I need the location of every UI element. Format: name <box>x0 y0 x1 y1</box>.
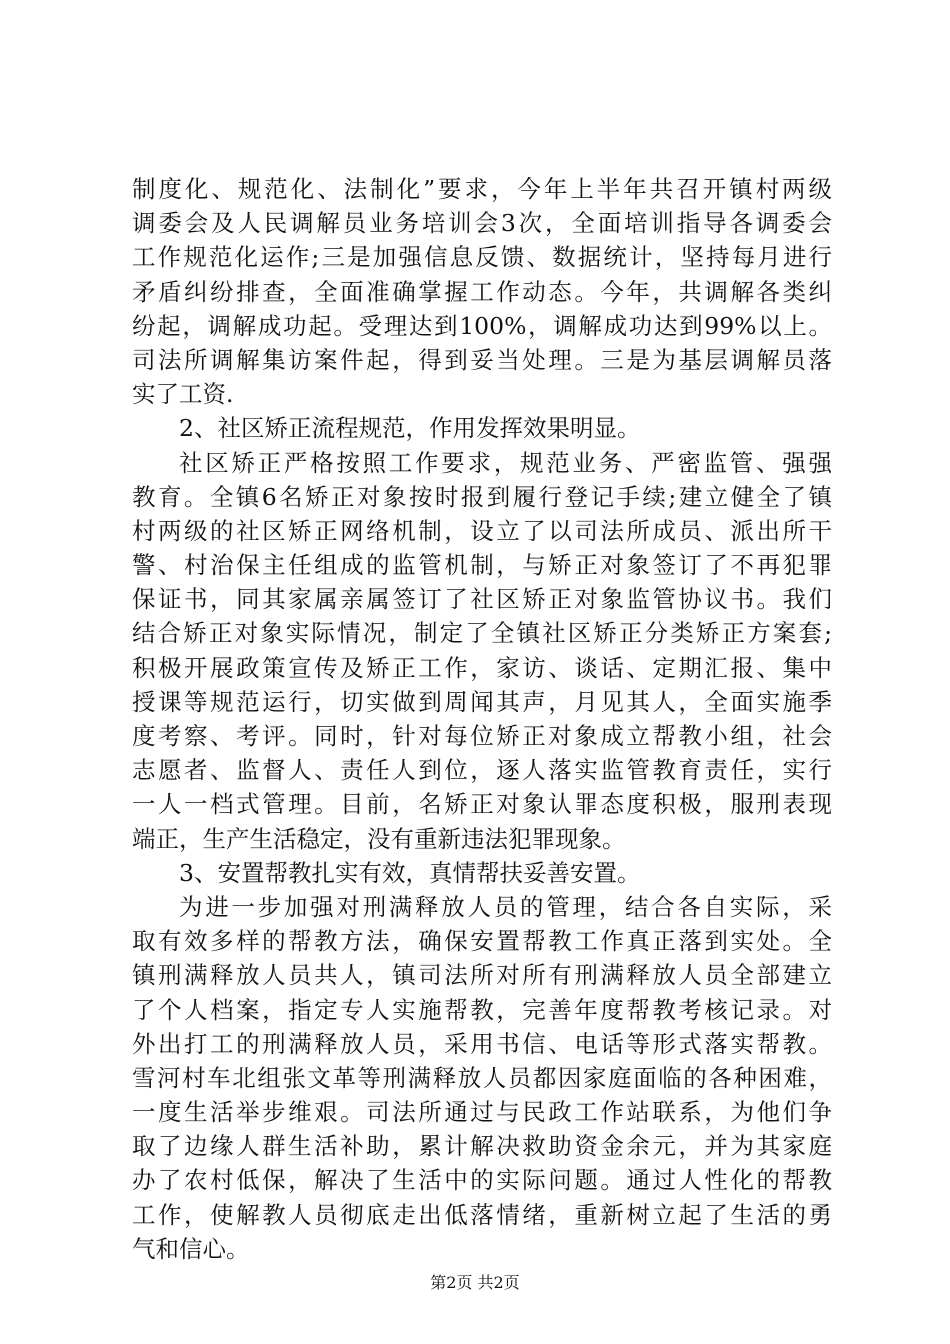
text-line: 气和信心。 <box>132 1234 250 1263</box>
text-line: 警、村治保主任组成的监管机制，与矫正对象签订了不再犯罪 <box>132 551 832 580</box>
text-line: 工作规范化运作;三是加强信息反馈、数据统计，坚持每月进行 <box>132 243 832 272</box>
page-footer: 第2页 共2页 <box>430 1273 520 1292</box>
section-heading: 2、社区矫正流程规范，作用发挥效果明显。 <box>179 414 641 443</box>
text-line: 一度生活举步维艰。司法所通过与民政工作站联系，为他们争 <box>132 1098 832 1127</box>
text-line: 司法所调解集访案件起，得到妥当处理。三是为基层调解员落 <box>132 345 832 374</box>
text-line: 工作，使解教人员彻底走出低落情绪，重新树立起了生活的勇 <box>132 1200 832 1229</box>
text-line: 纷起，调解成功起。受理达到100%，调解成功达到99%以上。 <box>132 311 832 340</box>
text-line: 实了工资. <box>132 380 234 409</box>
text-line: 授课等规范运行，切实做到周闻其声，月见其人，全面实施季 <box>132 687 832 716</box>
text-line: 外出打工的刑满释放人员，采用书信、电话等形式落实帮教。 <box>132 1029 832 1058</box>
text-line: 结合矫正对象实际情况，制定了全镇社区矫正分类矫正方案套; <box>132 619 832 648</box>
text-line: 教育。全镇6名矫正对象按时报到履行登记手续;建立健全了镇 <box>132 482 832 511</box>
text-line: 志愿者、监督人、责任人到位，逐人落实监管教育责任，实行 <box>132 756 832 785</box>
text-line: 矛盾纠纷排查，全面准确掌握工作动态。今年，共调解各类纠 <box>132 277 832 306</box>
section-heading: 3、安置帮教扎实有效，真情帮扶妥善安置。 <box>179 858 641 887</box>
text-line: 积极开展政策宣传及矫正工作，家访、谈话、定期汇报、集中 <box>132 653 832 682</box>
text-line: 办了农村低保，解决了生活中的实际问题。通过人性化的帮教 <box>132 1166 832 1195</box>
text-line: 一人一档式管理。目前，名矫正对象认罪态度积极，服刑表现 <box>132 790 832 819</box>
document-body <box>132 172 832 1266</box>
text-line: 保证书，同其家属亲属签订了社区矫正对象监管协议书。我们 <box>132 585 832 614</box>
text-line: 取有效多样的帮教方法，确保安置帮教工作真正落到实处。全 <box>132 927 832 956</box>
text-line: 取了边缘人群生活补助，累计解决救助资金余元，并为其家庭 <box>132 1132 832 1161</box>
text-line: 制度化、规范化、法制化”要求，今年上半年共召开镇村两级 <box>132 175 832 203</box>
text-line: 为进一步加强对刑满释放人员的管理，结合各自实际，采 <box>179 892 832 921</box>
text-line: 村两级的社区矫正网络机制，设立了以司法所成员、派出所干 <box>132 516 832 545</box>
text-line: 雪河村车北组张文革等刑满释放人员都因家庭面临的各种困难， <box>132 1063 832 1092</box>
text-line: 了个人档案，指定专人实施帮教，完善年度帮教考核记录。对 <box>132 995 832 1024</box>
text-line: 度考察、考评。同时，针对每位矫正对象成立帮教小组，社会 <box>132 722 832 750</box>
text-line: 调委会及人民调解员业务培训会3次，全面培训指导各调委会 <box>132 209 832 238</box>
text-line: 社区矫正严格按照工作要求，规范业务、严密监管、强强 <box>179 448 832 477</box>
text-line: 端正，生产生活稳定，没有重新违法犯罪现象。 <box>132 824 626 853</box>
text-line: 镇刑满释放人员共人，镇司法所对所有刑满释放人员全部建立 <box>132 961 832 990</box>
